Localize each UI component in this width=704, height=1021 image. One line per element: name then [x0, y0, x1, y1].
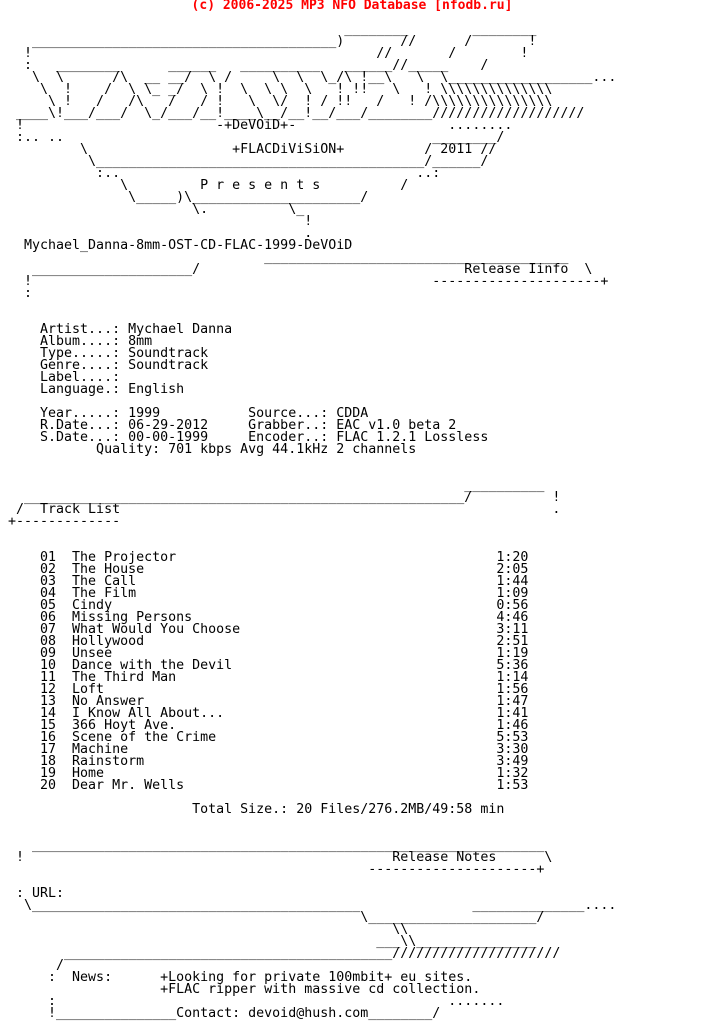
nfo-line: /: [8, 958, 65, 973]
nfo-line: !_______________Contact: devoid@hush.com________/: [8, 1006, 441, 1021]
nfo-line: 03 The Call 1:44: [8, 574, 529, 589]
nfo-line: \_____)\_____________________/: [8, 190, 369, 205]
nfo-line: ________________________________________________________________: [8, 838, 545, 853]
nfo-line: \ \ /\ __ __/ \ / \ \ \_/\ !__\ \ \__________________...: [8, 70, 617, 85]
nfo-line: _________________________________________/////////////////////: [8, 946, 561, 961]
nfo-line: Mychael_Danna-8mm-OST-CD-FLAC-1999-DeVOiD: [8, 238, 353, 253]
nfo-line: \ ! / \ \_ _/ \ ! \ \ \ \ ! !! \ ! \\\\\\\\\\\\\\: [8, 82, 553, 97]
nfo-line: :: [8, 286, 33, 301]
nfo-line: 02 The House 2:05: [8, 562, 529, 577]
nfo-line: : ________ ______ __________ ______//_____ /: [8, 58, 489, 73]
nfo-line: ! -+DeVOiD+- ........: [8, 118, 513, 133]
nfo-line: 15 366 Hoyt Ave. 1:46: [8, 718, 529, 733]
nfo-line: Artist...: Mychael Danna: [8, 322, 233, 337]
nfo-line: .: [8, 226, 313, 241]
nfo-line: ---------------------+: [8, 862, 545, 877]
nfo-line: :.. .. ________/: [8, 130, 505, 145]
nfo-line: ______________________________________) // / !: [8, 34, 537, 49]
nfo-line: 17 Machine 3:30: [8, 742, 529, 757]
nfo-line: : News: +Looking for private 100mbit+ eu sites.: [8, 970, 473, 985]
nfo-line: Type.....: Soundtrack: [8, 346, 209, 361]
nfo-line: \ P r e s e n t s /: [8, 178, 409, 193]
nfo-line: 07 What Would You Choose 3:11: [8, 622, 529, 637]
nfo-line: 10 Dance with the Devil 5:36: [8, 658, 529, 673]
nfo-line: _______________________________________________________/ !: [8, 490, 561, 505]
nfo-line: ___\\_______________: [8, 934, 537, 949]
nfo-line: Quality: 701 kbps Avg 44.1kHz 2 channels: [8, 442, 417, 457]
nfo-line: 12 Loft 1:56: [8, 682, 529, 697]
nfo-line: \_________________________________________/______/: [8, 154, 489, 169]
nfo-line: Genre....: Soundtrack: [8, 358, 209, 373]
nfo-line: Language.: English: [8, 382, 185, 397]
nfo-line: ____\!___/___/ \_/___/__!____\__/__!__/___/________///////////////////: [8, 106, 585, 121]
nfo-line: S.Date...: 00-00-1999 Encoder..: FLAC 1.2.1 Lossless: [8, 430, 489, 445]
nfo-line: \ +FLACDiViSiON+ / 2011 //: [8, 142, 497, 157]
nfo-line: 19 Home 1:32: [8, 766, 529, 781]
nfo-line: ! // / !: [8, 46, 529, 61]
nfo-line: 01 The Projector 1:20: [8, 550, 529, 565]
nfo-line: R.Date...: 06-29-2012 Grabber..: EAC v1.0 beta 2: [8, 418, 457, 433]
nfo-line: !: [8, 214, 313, 229]
nfo-line: :.. ..:: [8, 166, 441, 181]
nfo-text-block: [8, 12, 616, 1020]
nfo-line: +FLAC ripper with massive cd collection.: [8, 982, 481, 997]
nfo-line: 08 Hollywood 2:51: [8, 634, 529, 649]
nfo-line: __________: [8, 478, 545, 493]
nfo-line: Album....: 8mm: [8, 334, 153, 349]
nfo-line: 14 I Know All About... 1:41: [8, 706, 529, 721]
nfo-line: Label....:: [8, 370, 121, 385]
nfo-line: ! Release Notes \: [8, 850, 553, 865]
nfo-line: \_________________________________________ ______________....: [8, 898, 617, 913]
nfo-line: ______________________________________: [8, 250, 569, 265]
nfo-line: ! ---------------------+: [8, 274, 609, 289]
nfo-line: ____________________/ Release Iinfo \: [8, 262, 593, 277]
nfo-line: ________ ________: [8, 22, 537, 37]
nfo-line: 04 The Film 1:09: [8, 586, 529, 601]
nfo-line: Total Size.: 20 Files/276.2MB/49:58 min: [8, 802, 505, 817]
nfo-line: 20 Dear Mr. Wells 1:53: [8, 778, 529, 793]
nfo-line: 05 Cindy 0:56: [8, 598, 529, 613]
nfo-line: 16 Scene of the Crime 5:53: [8, 730, 529, 745]
site-credit-header: (c) 2006-2025 MP3 NFO Database [nfodb.ru]: [191, 0, 513, 13]
nfo-line: 18 Rainstorm 3:49: [8, 754, 529, 769]
nfo-line: Year.....: 1999 Source...: CDDA: [8, 406, 369, 421]
nfo-line: \ ! / /\ / / ! \ \/ ! / !! / ! /\\\\\\\\\\\\\\\: [8, 94, 553, 109]
nfo-line: 09 Unsee 1:19: [8, 646, 529, 661]
nfo-line: \. \_: [8, 202, 305, 217]
nfo-line: / Track List .: [8, 502, 561, 517]
nfo-line: \_____________________/: [8, 910, 545, 925]
nfo-line: : URL:: [8, 886, 65, 901]
nfo-line: 13 No Answer 1:47: [8, 694, 529, 709]
nfo-line: 06 Missing Persons 4:46: [8, 610, 529, 625]
nfo-line: \\: [8, 922, 409, 937]
nfo-line: 11 The Third Man 1:14: [8, 670, 529, 685]
nfo-line: : .......: [8, 994, 505, 1009]
nfo-line: +-------------: [8, 514, 121, 529]
